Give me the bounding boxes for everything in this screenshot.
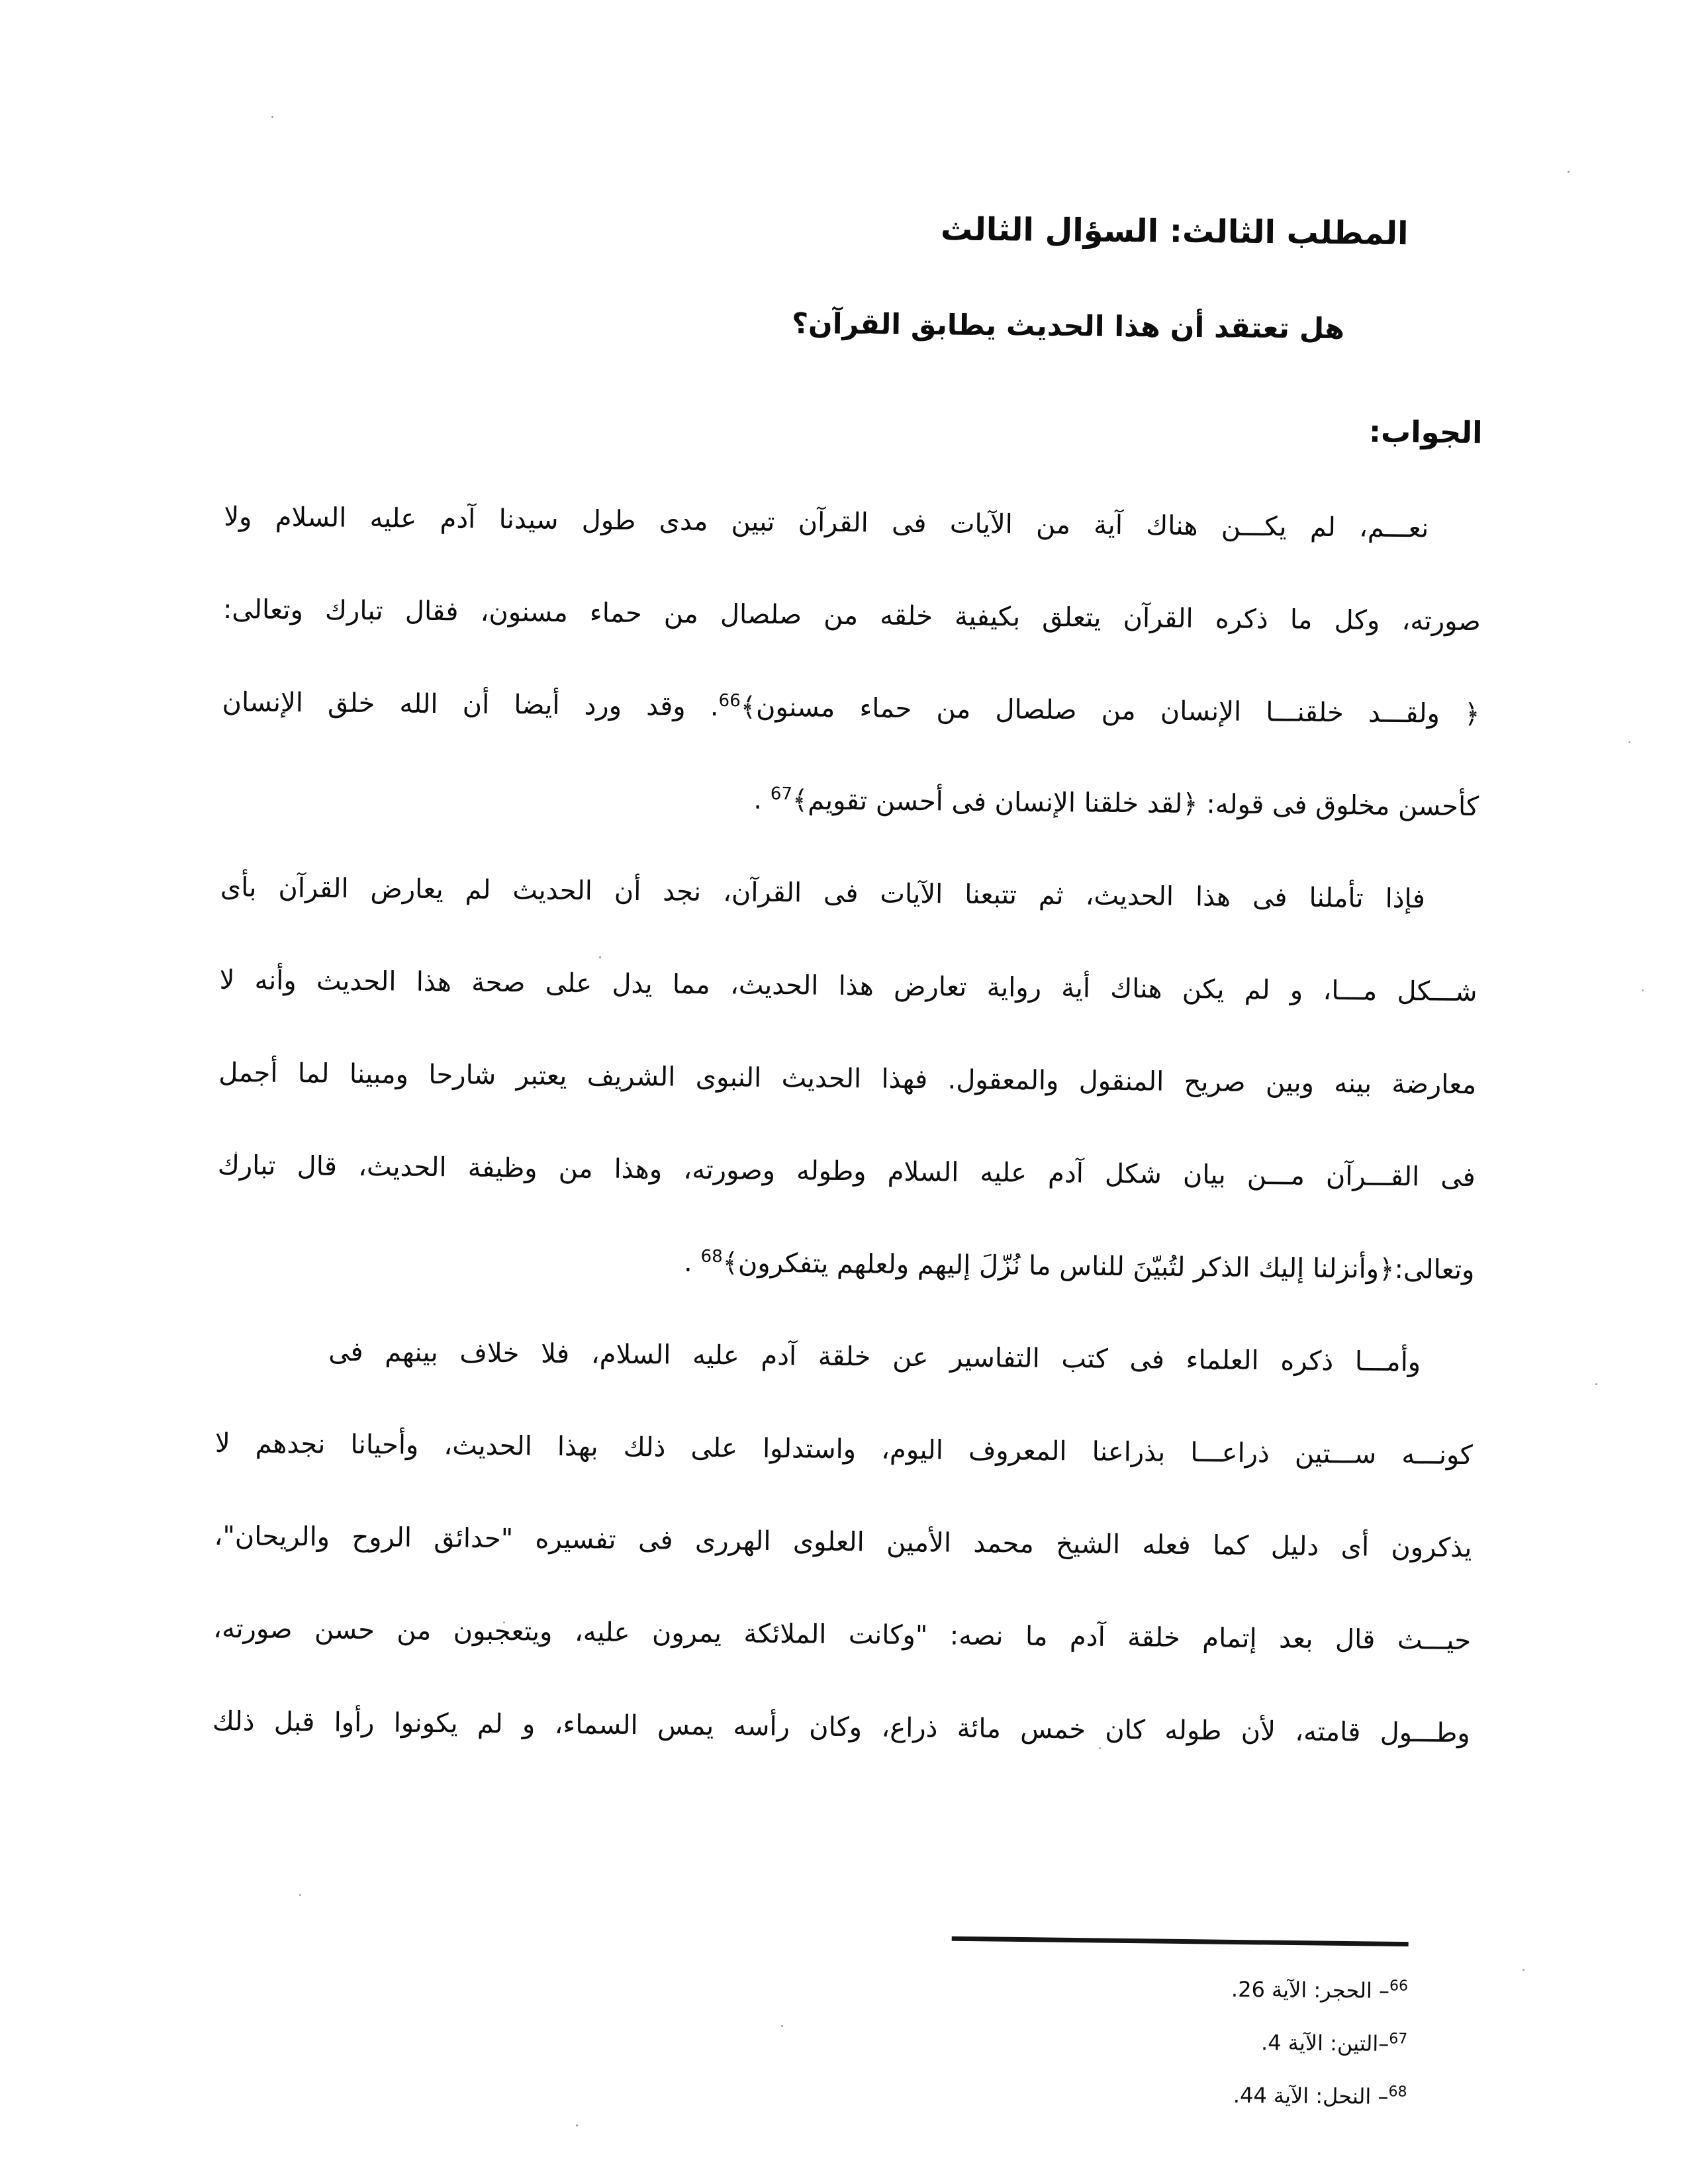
footnote-ref-67: 67: [770, 784, 793, 804]
paragraph-3: [212, 1304, 1474, 1780]
text-line: وطـــول قامته، لأن طوله كان خمس مائة ذراع، وكان رأسه يمس السماء، و لم يكونوا رأوا قبل ذلك: [212, 1706, 1470, 1749]
text-line: شـــكل مـــا، و لم يكن هناك أية رواية تعارض هذا الحديث، مما يدل على صحة هذا الحديث وأنه لا: [219, 964, 1477, 1008]
footnote: [1231, 1963, 1409, 2018]
footnote: [1230, 2069, 1407, 2124]
quran-verse: وتعالى:﴿وأنزلنا إليك الذكر لتُبيّنَ للناس ما نُزّلَ إليهم ولعلهم يتفكرون﴾: [722, 1248, 1475, 1286]
text-line: صورته، وكل ما ذكره القرآن يتعلق بكيفية خلقه من صلصال من حماء مسنون، فقال تبارك وتعالى:: [222, 594, 1481, 637]
text-line: فإذا تأملنا فى هذا الحديث، ثم تتبعنا الآيات فى القرآن، نجد أن الحديث لم يعارض القرآن بأى: [220, 872, 1426, 915]
quran-verse-line: [221, 749, 1479, 853]
text-line: معارضة بينه وبين صريح المنقول والمعقول. فهذا الحديث النبوى الشريف يعتبر شارحا ومبينا لما أجمل: [218, 1057, 1477, 1101]
text-line: فى القـــرآن مـــن بيان شكل آدم عليه السلام وطوله وصورته، وهذا من وظيفة الحديث، قال تبارك: [217, 1150, 1476, 1193]
text-line: كونـــه ســـتين ذراعـــا بذراعنا المعروف اليوم، واستدلوا على ذلك بهذا الحديث، وأحيانا نجدهم لا: [214, 1428, 1473, 1471]
text-line: يذكرون أى دليل كما فعله الشيخ محمد الأمين العلوى الهررى فى تفسيره "حدائق الروح والريحان"،: [214, 1520, 1472, 1564]
footnote-ref-68: 68: [700, 1246, 723, 1267]
footnote-number: 68: [1388, 2083, 1407, 2101]
footnote-text: – الحجر: الآية 26.: [1231, 1976, 1390, 2003]
quran-verse: ﴿ ولقـــد خلقنـــا الإنسان من صلصال من حماء مسنون﴾: [740, 692, 1480, 730]
quran-verse-line: [216, 1212, 1475, 1316]
quran-verse: كأحسن مخلوق فى قوله: ﴿لقد خلقنا الإنسان فى أحسن تقويم﴾: [792, 785, 1479, 823]
footnote-ref-66: 66: [718, 690, 741, 711]
text-line: نعـــم، لم يكـــن هناك آية من الآيات فى القرآن تبين مدى طول سيدنا آدم عليه السلام ولا: [224, 501, 1429, 544]
footnotes: [1230, 1963, 1408, 2124]
text-run: .: [753, 784, 771, 815]
quran-verse-line: [222, 656, 1480, 760]
text-line: وأمـــا ذكره العلماء فى كتب التفاسير عن خلقة آدم عليه السلام، فلا خلاف بينهم فى: [328, 1336, 1421, 1378]
question-text: هل تعتقد أن هذا الحديث يطابق القرآن؟: [791, 307, 1345, 346]
footnote-text: –التين: الآية 4.: [1260, 2030, 1389, 2056]
footnote-separator: [952, 1936, 1409, 1946]
paragraph-1: [221, 471, 1482, 853]
scan-noise: [0, 0, 2, 2]
footnote-number: 67: [1389, 2030, 1408, 2048]
answer-label: الجواب:: [1368, 414, 1483, 451]
footnote-number: 66: [1389, 1978, 1409, 1995]
paragraph-2: [216, 841, 1479, 1316]
text-run: .: [683, 1247, 701, 1278]
text-line: حيـــث قال بعد إتمام خلقة آدم ما نصه: "وكانت الملائكة يمرون عليه، ويتعجبون من حسن صورته،: [212, 1613, 1472, 1657]
body-text: [212, 471, 1482, 1780]
section-heading: المطلب الثالث: السؤال الثالث: [940, 210, 1409, 253]
text-run: . وقد ورد أيضا أن الله خلق الإنسان: [222, 686, 719, 723]
footnote-text: – النحل: الآية 44.: [1233, 2082, 1389, 2109]
footnote: [1231, 2016, 1408, 2071]
